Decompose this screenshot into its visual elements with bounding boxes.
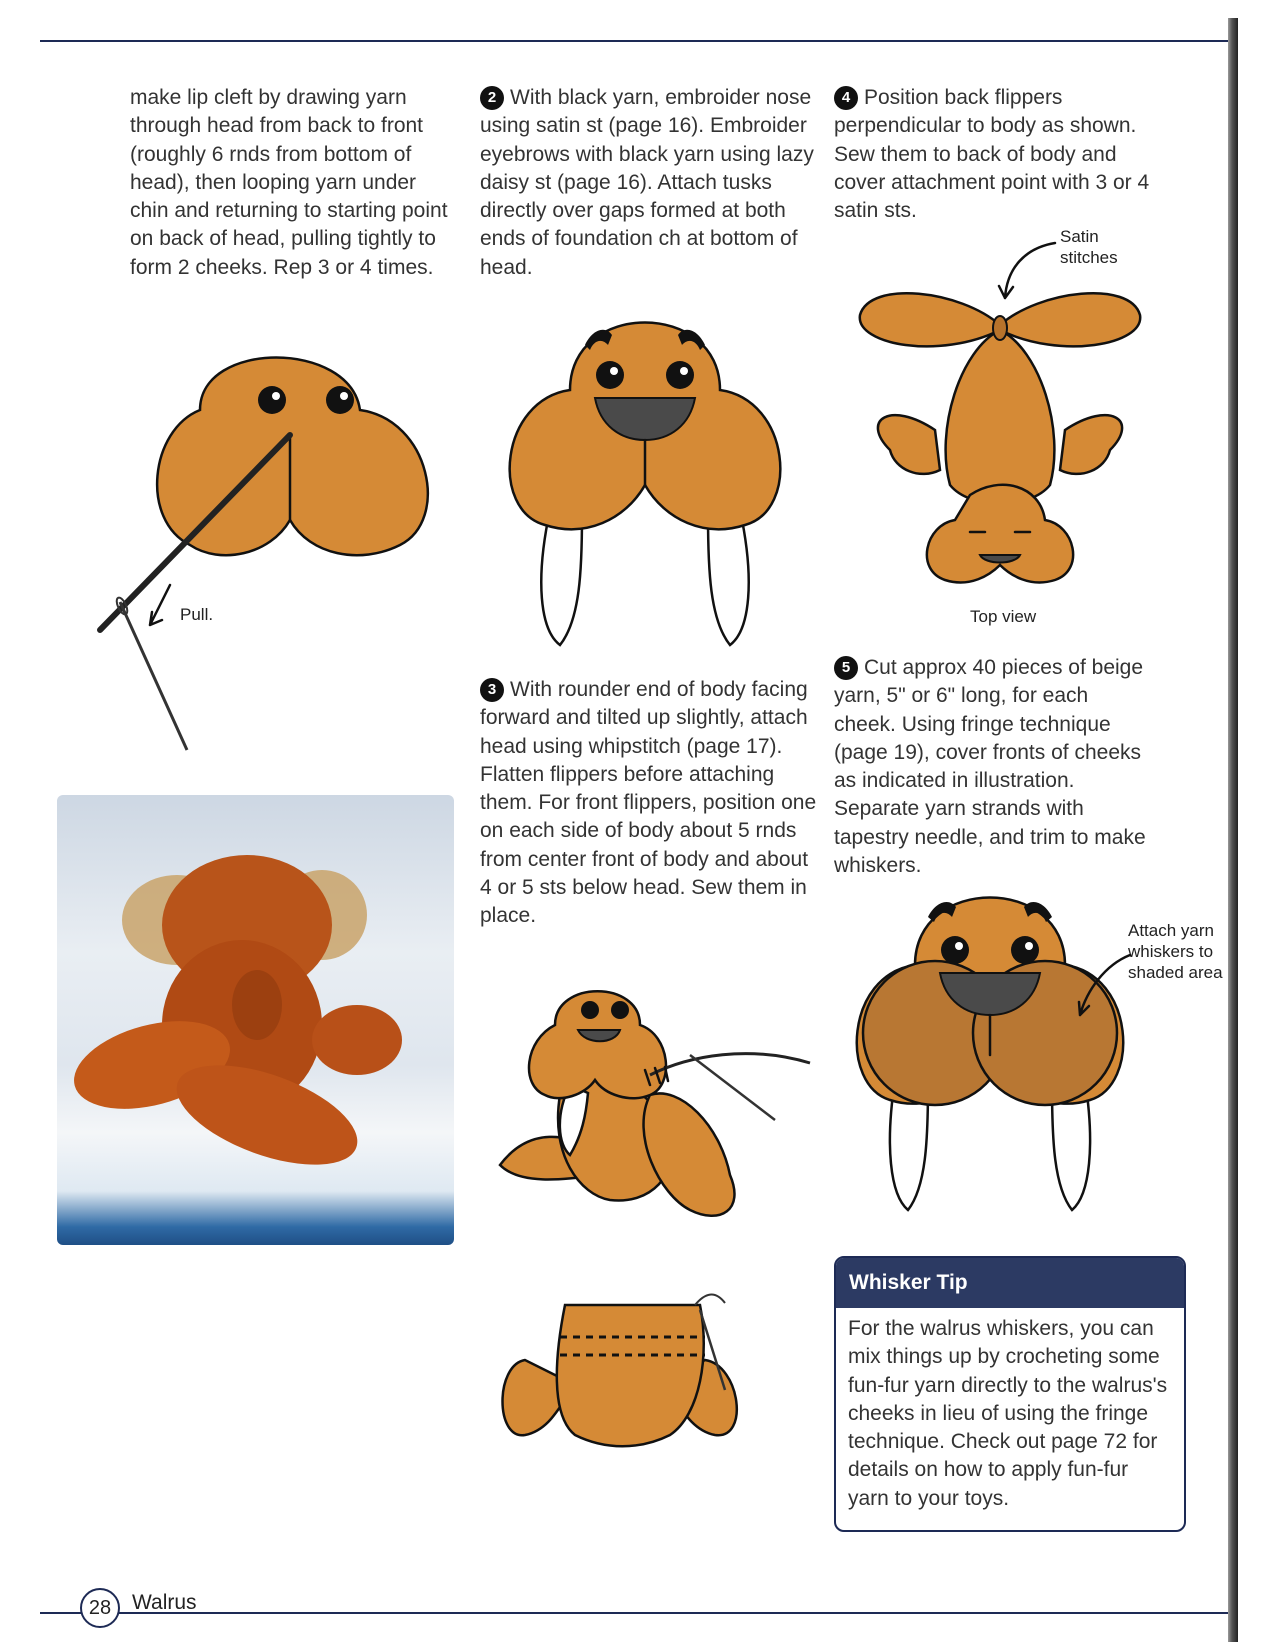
cheek-instructions: make lip cleft by drawing yarn through head from back to front (roughly 6 rnds from bottom of head), then looping yarn under chin and returning to starting point on back of head, pulling tightly to form 2 cheeks. Rep 3 or 4 times. — [130, 86, 448, 279]
pull-label: Pull. — [180, 605, 214, 624]
top-rule — [40, 40, 1228, 42]
whisker-tip-box — [834, 1256, 1186, 1532]
attach-head-diagram — [490, 985, 820, 1250]
page-edge — [1228, 18, 1238, 1642]
whisker-arrow — [1075, 950, 1135, 1020]
tip-body: For the walrus whiskers, you can mix things up by crocheting some fun-fur yarn directly to the walrus's cheeks in lieu of using the fringe technique. Check out page 72 for details on how to apply fun-fur yarn to your toys. — [848, 1317, 1168, 1510]
step-4-text: 4 Position back flippers perpendicular to body as shown. Sew them to back of body and cover attachment point with 3 or 4 satin sts. — [834, 86, 1150, 223]
crochet-walrus-photo — [57, 795, 454, 1245]
satin-arrow — [995, 238, 1065, 308]
satin-stitches-label: Satin stitches — [1060, 227, 1118, 267]
page-number: 28 — [80, 1588, 120, 1628]
section-name: Walrus — [132, 1591, 197, 1614]
face-tusks-diagram — [490, 300, 800, 650]
flipper-seam-diagram — [495, 1285, 775, 1470]
tip-title: Whisker Tip — [836, 1258, 1184, 1308]
step-4-number: 4 — [834, 86, 858, 110]
step-5-number: 5 — [834, 656, 858, 680]
bottom-rule — [40, 1612, 1228, 1614]
step-2-text: 2 With black yarn, embroider nose using satin st (page 16). Embroider eyebrows with black yarn using lazy daisy st (page 16). Attach tusks directly over gaps formed at both ends of foundation ch at bottom of head. — [480, 86, 814, 279]
step-2-number: 2 — [480, 86, 504, 110]
attach-whiskers-label: Attach yarn whiskers to shaded area — [1128, 921, 1223, 982]
step-5-text: 5 Cut approx 40 pieces of beige yarn, 5" or 6" long, for each cheek. Using fringe technique (page 19), cover fronts of cheeks as indicated in illustration. Separate yarn strands with tapestry needle, and trim to make whiskers. — [834, 656, 1146, 878]
top-view-label: Top view — [970, 607, 1037, 626]
step-3-number: 3 — [480, 678, 504, 702]
top-view-diagram — [850, 270, 1150, 610]
whisker-area-diagram — [840, 875, 1140, 1225]
head-cheek-diagram — [90, 330, 470, 760]
step-3-text: 3 With rounder end of body facing forward and tilted up slightly, attach head using whipstitch (page 17). Flatten flippers before attaching them. For front flippers, position one on each side of body about 5 rnds from center front of body and about 4 or 5 sts below head. Sew them in place. — [480, 678, 817, 928]
